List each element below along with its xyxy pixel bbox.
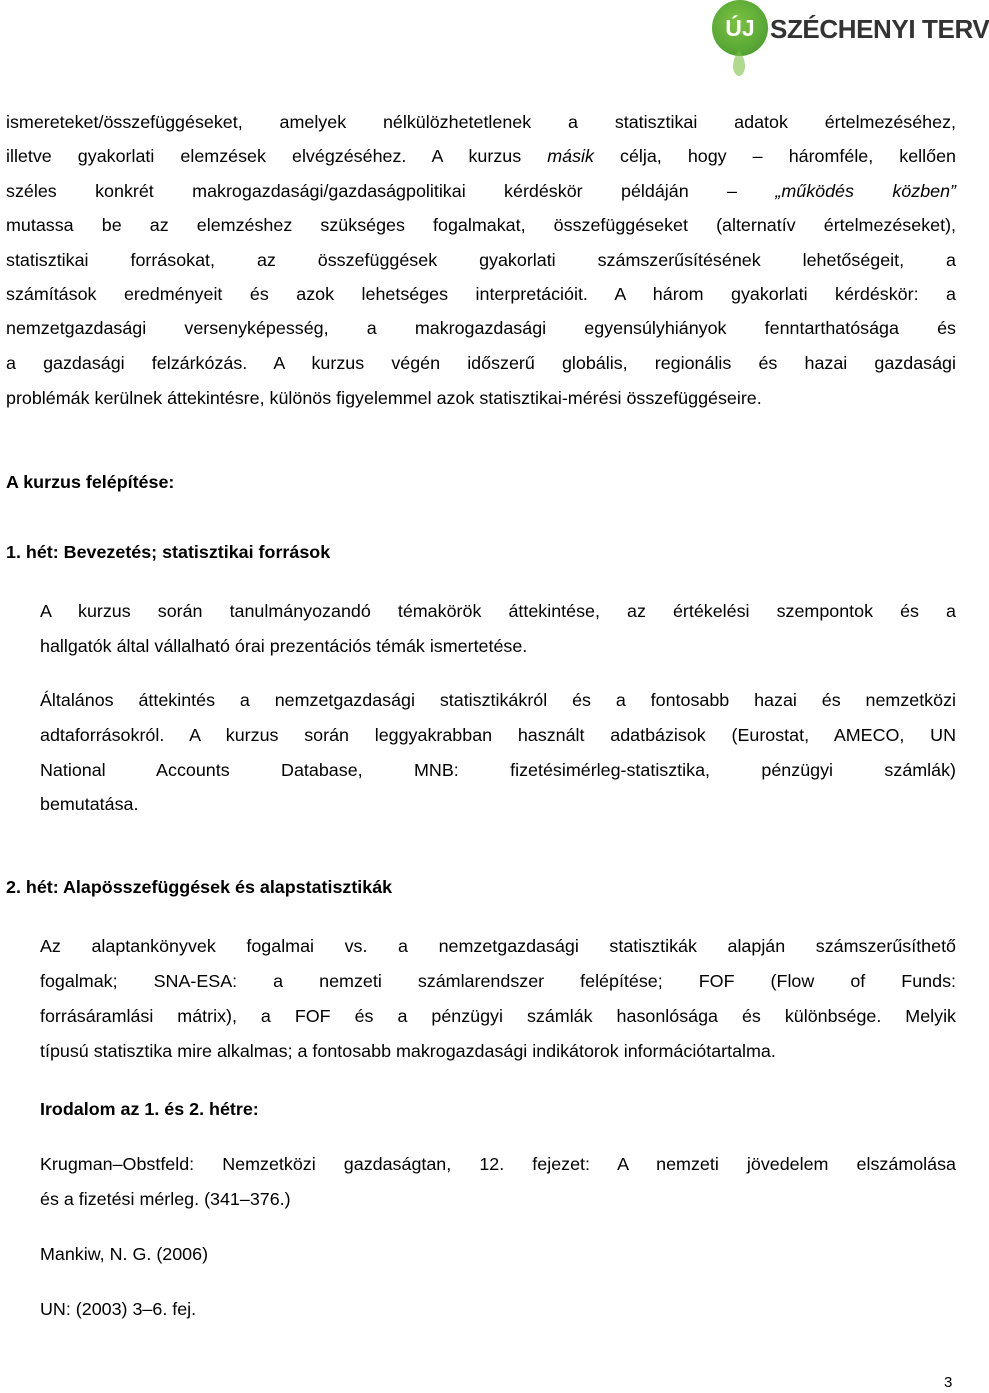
intro-line-3 (6, 181, 956, 201)
literature-item-1-line-2: és a fizetési mérleg. (341–376.) (40, 1189, 291, 1209)
literature-item-3: UN: (2003) 3–6. fej. (40, 1299, 197, 1319)
literature-item-2: Mankiw, N. G. (2006) (40, 1244, 209, 1264)
week1-p2-line-1: Általános áttekintés a nemzetgazdasági statisztikákról és a fontosabb hazai és nemzetközi (40, 690, 956, 710)
intro-line-6: számítások eredményeit és azok lehetséges interpretációit. A három gyakorlati kérdéskör: a (6, 284, 956, 304)
week2-p1-line-1: Az alaptankönyvek fogalmai vs. a nemzetgazdasági statisztikák alapján számszerűsíthető (40, 936, 956, 956)
week2-p1-line-2: fogalmak; SNA-ESA: a nemzeti számlarendszer felépítése; FOF (Flow of Funds: (40, 971, 956, 991)
intro-emphasis: másik (547, 146, 594, 166)
week1-p1-line-1: A kurzus során tanulmányozandó témakörök áttekintése, az értékelési szempontok és a (40, 601, 956, 621)
intro-emphasis: „működés közben” (775, 181, 957, 201)
section-title: A kurzus felépítése: (6, 472, 175, 492)
week2-title: 2. hét: Alapösszefüggések és alapstatisztikák (6, 877, 393, 897)
logo-drip-icon (732, 50, 746, 76)
week1-p2-line-4: bemutatása. (40, 794, 139, 814)
literature-item-1-line-1: Krugman–Obstfeld: Nemzetközi gazdaságtan, 12. fejezet: A nemzeti jövedelem elszámolása (40, 1154, 956, 1174)
week2-p1-line-4: típusú statisztika mire alkalmas; a fontosabb makrogazdasági indikátorok információtartalma. (40, 1041, 776, 1061)
intro-line-5: statisztikai forrásokat, az összefüggések gyakorlati számszerűsítésének lehetőségeit, a (6, 250, 956, 270)
intro-text: illetve gyakorlati elemzések elvégzéséhez. A kurzus (6, 146, 548, 166)
intro-line-1: ismereteket/összefüggéseket, amelyek nélkülözhetetlenek a statisztikai adatok értelmezéséhez, (6, 112, 956, 132)
intro-line-8: a gazdasági felzárkózás. A kurzus végén időszerű globális, regionális és hazai gazdasági (6, 353, 956, 373)
logo-prefix: ÚJ (725, 15, 755, 41)
week1-title: 1. hét: Bevezetés; statisztikai források (6, 542, 331, 562)
week2-p1-line-3: forrásáramlási mátrix), a FOF és a pénzügyi számlák hasonlósága és különbsége. Melyik (40, 1006, 956, 1026)
intro-line-2 (6, 146, 956, 166)
intro-text: célja, hogy – háromféle, kellően (593, 146, 956, 166)
szechenyi-terv-logo-icon (712, 0, 989, 78)
intro-line-9: problémák kerülnek áttekintésre, különös figyelemmel azok statisztikai-mérési összefüggéseire. (6, 388, 762, 408)
week1-p1-line-2: hallgatók által vállalható órai prezentációs témák ismertetése. (40, 636, 528, 656)
week1-p2-line-2: adtaforrásokról. A kurzus során leggyakrabban használt adatbázisok (Eurostat, AMECO, UN (40, 725, 956, 745)
intro-line-4: mutassa be az elemzéshez szükséges fogalmakat, összefüggéseket (alternatív értelmezéseket), (6, 215, 956, 235)
logo-name: SZÉCHENYI TERV (770, 14, 989, 44)
intro-text: széles konkrét makrogazdasági/gazdaságpolitikai kérdéskör példáján – (6, 181, 776, 201)
page-number: 3 (944, 1374, 953, 1391)
literature-title: Irodalom az 1. és 2. hétre: (40, 1099, 259, 1119)
intro-line-7: nemzetgazdasági versenyképesség, a makrogazdasági egyensúlyhiányok fenntarthatósága és (6, 318, 956, 338)
week1-p2-line-3: National Accounts Database, MNB: fizetésimérleg-statisztika, pénzügyi számlák) (40, 760, 956, 780)
